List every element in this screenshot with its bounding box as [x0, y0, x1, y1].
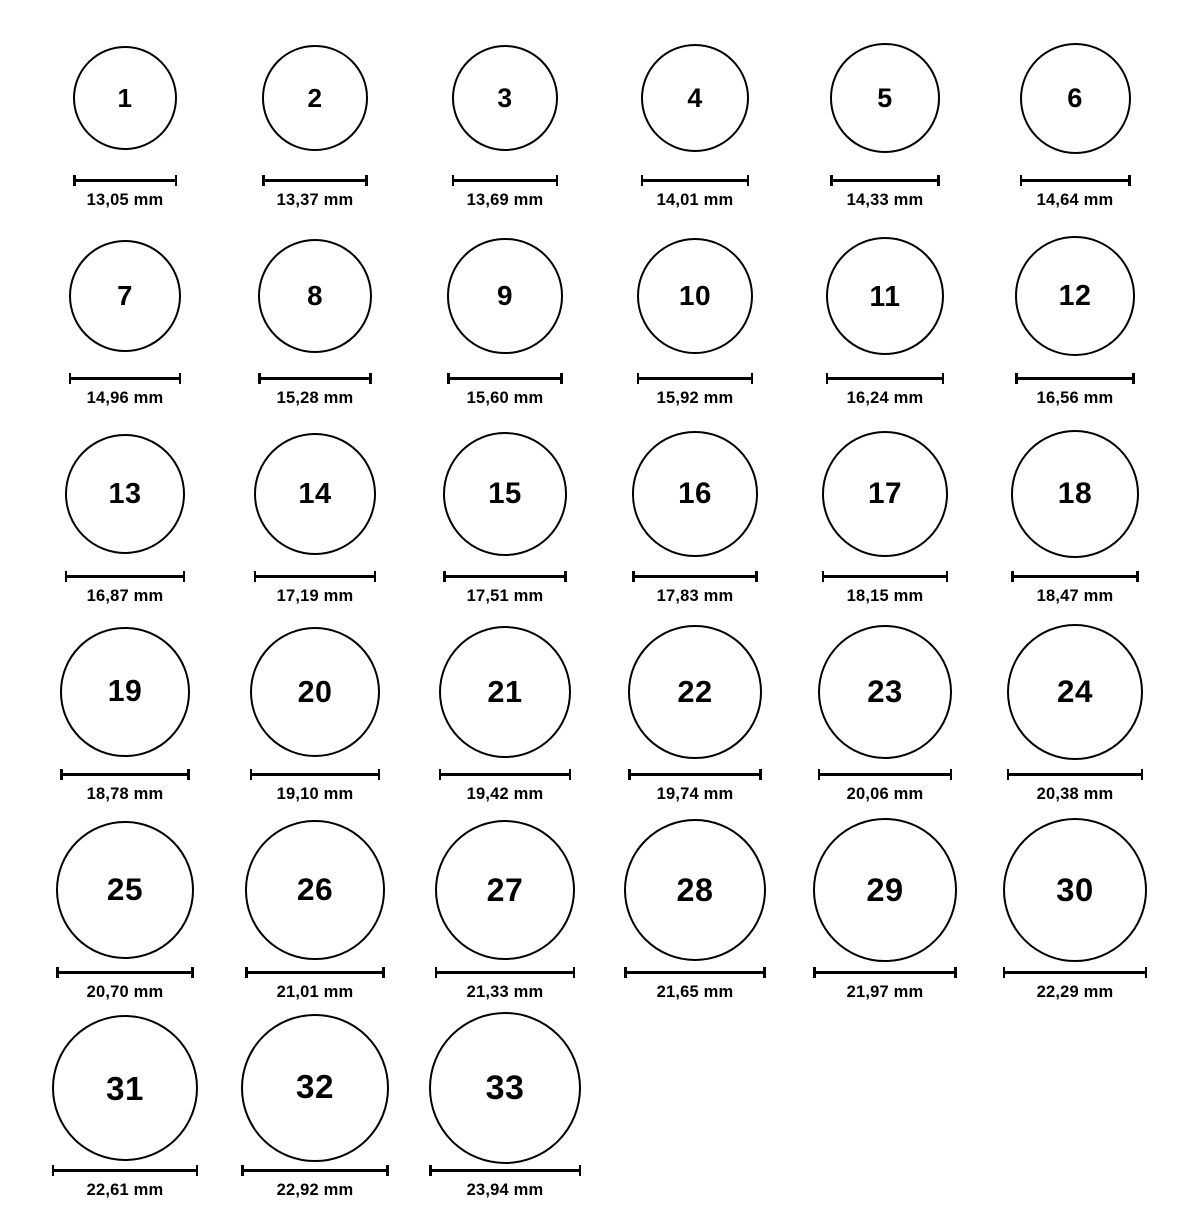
diameter-bar-line — [443, 575, 567, 578]
diameter-label: 17,51 mm — [466, 587, 544, 605]
ring-circle-wrap — [60, 616, 189, 768]
ring-size-number: 16 — [678, 477, 712, 511]
diameter-label: 18,78 mm — [86, 785, 164, 803]
diameter-label: 18,15 mm — [846, 587, 924, 605]
ring-size-grid — [10, 22, 1190, 1210]
ring-size-number: 14 — [298, 477, 332, 510]
ring-circle — [435, 820, 576, 961]
ring-circle — [641, 44, 749, 152]
diameter-bar — [624, 967, 766, 978]
diameter-bar-line — [813, 971, 956, 974]
diameter-bar-line — [1011, 575, 1139, 578]
ring-circle-wrap — [637, 220, 754, 372]
diameter-bar — [73, 175, 177, 186]
diameter-bar — [826, 373, 944, 384]
ring-circle — [628, 625, 762, 759]
ring-circle — [1007, 624, 1143, 760]
diameter-bar-line — [826, 377, 944, 380]
diameter-bar-line — [435, 971, 576, 974]
ring-size-cell — [410, 220, 600, 418]
diameter-measure — [452, 174, 559, 187]
ring-size-number: 24 — [1057, 674, 1093, 710]
ring-size-number: 22 — [677, 673, 713, 709]
ring-size-number: 6 — [1067, 82, 1083, 114]
ring-size-number: 4 — [687, 82, 703, 113]
diameter-measure — [250, 768, 381, 781]
ring-circle-wrap — [241, 1012, 389, 1164]
ring-size-cell — [30, 418, 220, 616]
diameter-bar — [443, 571, 567, 582]
diameter-measure — [830, 174, 940, 187]
ring-size-cell — [980, 22, 1170, 220]
diameter-measure — [637, 372, 754, 385]
diameter-measure — [822, 570, 949, 583]
ring-size-cell — [220, 220, 410, 418]
diameter-bar — [69, 373, 181, 384]
ring-circle-wrap — [254, 418, 376, 570]
diameter-measure — [60, 768, 189, 781]
ring-circle — [60, 627, 189, 756]
ring-size-cell — [600, 814, 790, 1012]
ring-size-cell — [220, 1012, 410, 1210]
diameter-measure — [435, 966, 576, 979]
diameter-bar — [435, 967, 576, 978]
diameter-label: 18,47 mm — [1036, 587, 1114, 605]
diameter-bar — [429, 1165, 581, 1176]
diameter-measure — [1003, 966, 1148, 979]
ring-size-cell — [790, 814, 980, 1012]
diameter-bar-line — [641, 179, 749, 182]
ring-size-number: 31 — [106, 1069, 144, 1107]
diameter-bar — [65, 571, 186, 582]
diameter-bar-line — [1007, 773, 1143, 776]
ring-circle — [254, 433, 376, 555]
diameter-bar-line — [1015, 377, 1135, 380]
ring-size-number: 11 — [869, 279, 901, 312]
diameter-bar — [813, 967, 956, 978]
diameter-measure — [1011, 570, 1139, 583]
ring-circle — [637, 238, 754, 355]
ring-circle — [52, 1015, 198, 1161]
ring-size-number: 13 — [108, 477, 142, 510]
diameter-label: 22,92 mm — [276, 1181, 354, 1199]
diameter-bar-line — [241, 1169, 389, 1172]
diameter-bar-line — [447, 377, 562, 380]
ring-circle — [69, 240, 181, 352]
ring-size-cell — [220, 616, 410, 814]
ring-circle-wrap — [429, 1012, 581, 1164]
diameter-label: 20,06 mm — [846, 785, 924, 803]
diameter-bar — [52, 1165, 198, 1176]
ring-size-number: 21 — [487, 673, 523, 709]
diameter-bar-line — [822, 575, 949, 578]
diameter-measure — [439, 768, 571, 781]
diameter-label: 15,28 mm — [276, 389, 354, 407]
diameter-bar-line — [254, 575, 376, 578]
ring-circle-wrap — [1007, 616, 1143, 768]
diameter-label: 14,01 mm — [656, 191, 734, 209]
ring-size-cell — [600, 220, 790, 418]
diameter-bar-line — [624, 971, 766, 974]
ring-size-number: 20 — [297, 674, 333, 709]
diameter-label: 16,24 mm — [846, 389, 924, 407]
diameter-label: 22,61 mm — [86, 1181, 164, 1199]
diameter-label: 19,42 mm — [466, 785, 544, 803]
diameter-bar — [1011, 571, 1139, 582]
ring-circle-wrap — [439, 616, 571, 768]
ring-circle — [241, 1014, 389, 1162]
diameter-measure — [628, 768, 762, 781]
diameter-measure — [73, 174, 177, 187]
diameter-measure — [1020, 174, 1131, 187]
ring-circle — [443, 432, 567, 556]
diameter-label: 23,94 mm — [466, 1181, 544, 1199]
ring-size-number: 33 — [485, 1069, 525, 1107]
ring-size-cell — [30, 220, 220, 418]
diameter-bar-line — [73, 179, 177, 182]
diameter-bar-line — [262, 179, 367, 182]
ring-circle — [262, 45, 367, 150]
ring-size-cell — [790, 616, 980, 814]
ring-size-number: 12 — [1058, 279, 1092, 312]
ring-size-number: 26 — [296, 871, 334, 908]
ring-size-cell — [600, 418, 790, 616]
diameter-measure — [443, 570, 567, 583]
ring-size-number: 25 — [106, 871, 144, 908]
ring-circle — [1011, 430, 1139, 558]
ring-circle-wrap — [628, 616, 762, 768]
diameter-bar — [245, 967, 384, 978]
ring-size-cell — [220, 22, 410, 220]
ring-size-number: 19 — [107, 674, 143, 708]
ring-circle — [632, 431, 757, 556]
diameter-bar — [262, 175, 367, 186]
ring-circle-wrap — [624, 814, 766, 966]
diameter-bar — [1020, 175, 1131, 186]
diameter-measure — [254, 570, 376, 583]
diameter-bar-line — [429, 1169, 581, 1172]
ring-circle-wrap — [822, 418, 949, 570]
ring-circle — [452, 45, 559, 152]
diameter-bar-line — [258, 377, 372, 380]
ring-circle-wrap — [818, 616, 953, 768]
diameter-label: 15,60 mm — [466, 389, 544, 407]
diameter-bar — [439, 769, 571, 780]
ring-size-cell — [600, 616, 790, 814]
ring-size-number: 27 — [486, 871, 524, 908]
diameter-label: 21,33 mm — [466, 983, 544, 1001]
ring-size-cell — [410, 1012, 600, 1210]
diameter-measure — [1007, 768, 1143, 781]
diameter-label: 19,10 mm — [276, 785, 354, 803]
diameter-measure — [65, 570, 186, 583]
diameter-measure — [826, 372, 944, 385]
diameter-measure — [818, 768, 953, 781]
ring-size-cell — [220, 418, 410, 616]
ring-circle — [813, 818, 956, 961]
ring-circle — [65, 434, 186, 555]
ring-circle — [826, 237, 944, 355]
diameter-bar — [1007, 769, 1143, 780]
diameter-bar-line — [452, 179, 559, 182]
diameter-label: 17,19 mm — [276, 587, 354, 605]
diameter-bar — [258, 373, 372, 384]
diameter-measure — [262, 174, 367, 187]
ring-size-number: 1 — [117, 83, 133, 113]
diameter-measure — [429, 1164, 581, 1177]
diameter-measure — [624, 966, 766, 979]
diameter-bar — [250, 769, 381, 780]
ring-circle — [250, 627, 381, 758]
ring-circle — [624, 819, 766, 961]
diameter-bar-line — [632, 575, 757, 578]
ring-circle — [1020, 43, 1131, 154]
ring-circle-wrap — [1020, 22, 1131, 174]
diameter-label: 17,83 mm — [656, 587, 734, 605]
diameter-measure — [245, 966, 384, 979]
ring-size-number: 15 — [488, 477, 522, 511]
ring-size-number: 32 — [295, 1069, 335, 1107]
diameter-bar — [241, 1165, 389, 1176]
ring-size-cell — [980, 616, 1170, 814]
diameter-label: 14,64 mm — [1036, 191, 1114, 209]
ring-size-cell — [980, 418, 1170, 616]
diameter-bar-line — [56, 971, 194, 974]
ring-size-cell — [790, 220, 980, 418]
ring-circle — [439, 626, 571, 758]
diameter-measure — [641, 174, 749, 187]
diameter-bar — [818, 769, 953, 780]
diameter-bar — [447, 373, 562, 384]
ring-circle-wrap — [447, 220, 562, 372]
diameter-bar-line — [439, 773, 571, 776]
diameter-bar — [641, 175, 749, 186]
diameter-measure — [813, 966, 956, 979]
ring-circle — [56, 821, 194, 959]
ring-circle — [73, 46, 177, 150]
diameter-label: 21,65 mm — [656, 983, 734, 1001]
ring-size-number: 5 — [877, 82, 893, 113]
ring-size-cell — [220, 814, 410, 1012]
diameter-bar — [830, 175, 940, 186]
ring-circle-wrap — [245, 814, 384, 966]
diameter-bar-line — [52, 1169, 198, 1172]
diameter-bar-line — [69, 377, 181, 380]
ring-circle-wrap — [826, 220, 944, 372]
ring-circle-wrap — [830, 22, 940, 174]
ring-circle-wrap — [65, 418, 186, 570]
ring-circle-wrap — [258, 220, 372, 372]
ring-size-number: 8 — [307, 280, 323, 312]
diameter-label: 20,70 mm — [86, 983, 164, 1001]
ring-circle-wrap — [1015, 220, 1135, 372]
ring-size-number: 23 — [867, 674, 903, 710]
ring-circle-wrap — [813, 814, 956, 966]
ring-size-cell — [30, 1012, 220, 1210]
diameter-measure — [447, 372, 562, 385]
ring-size-cell — [410, 616, 600, 814]
ring-size-cell — [30, 814, 220, 1012]
ring-size-number: 30 — [1056, 870, 1094, 908]
ring-circle — [245, 820, 384, 959]
ring-size-cell — [30, 22, 220, 220]
diameter-label: 13,37 mm — [276, 191, 354, 209]
diameter-bar — [822, 571, 949, 582]
diameter-bar-line — [245, 971, 384, 974]
diameter-bar — [637, 373, 754, 384]
ring-size-number: 3 — [497, 82, 513, 113]
ring-circle — [1015, 236, 1135, 356]
diameter-bar — [628, 769, 762, 780]
diameter-bar — [254, 571, 376, 582]
ring-circle — [1003, 818, 1148, 963]
ring-circle — [429, 1012, 581, 1164]
ring-size-cell — [980, 814, 1170, 1012]
ring-size-cell — [980, 220, 1170, 418]
diameter-bar — [56, 967, 194, 978]
diameter-label: 13,05 mm — [86, 191, 164, 209]
diameter-label: 19,74 mm — [656, 785, 734, 803]
ring-size-number: 17 — [867, 477, 903, 511]
diameter-label: 14,96 mm — [86, 389, 164, 407]
ring-size-number: 18 — [1057, 476, 1093, 510]
ring-circle-wrap — [69, 220, 181, 372]
ring-size-cell — [30, 616, 220, 814]
diameter-bar — [60, 769, 189, 780]
diameter-bar-line — [1003, 971, 1148, 974]
diameter-bar — [452, 175, 559, 186]
ring-circle-wrap — [1011, 418, 1139, 570]
ring-circle-wrap — [56, 814, 194, 966]
ring-size-number: 7 — [117, 280, 133, 312]
ring-size-cell — [600, 22, 790, 220]
diameter-label: 16,87 mm — [86, 587, 164, 605]
diameter-label: 16,56 mm — [1036, 389, 1114, 407]
ring-circle-wrap — [52, 1012, 198, 1164]
diameter-bar-line — [818, 773, 953, 776]
diameter-label: 21,01 mm — [276, 983, 354, 1001]
diameter-label: 20,38 mm — [1036, 785, 1114, 803]
diameter-label: 13,69 mm — [466, 191, 544, 209]
diameter-bar-line — [1020, 179, 1131, 182]
diameter-bar — [632, 571, 757, 582]
diameter-label: 22,29 mm — [1036, 983, 1114, 1001]
ring-size-number: 29 — [866, 870, 904, 908]
ring-circle-wrap — [641, 22, 749, 174]
diameter-bar-line — [60, 773, 189, 776]
ring-size-cell — [410, 418, 600, 616]
ring-circle — [258, 239, 372, 353]
diameter-bar-line — [250, 773, 381, 776]
ring-circle-wrap — [632, 418, 757, 570]
ring-size-cell — [790, 418, 980, 616]
diameter-label: 15,92 mm — [656, 389, 734, 407]
ring-circle-wrap — [250, 616, 381, 768]
ring-size-cell — [410, 22, 600, 220]
diameter-bar-line — [830, 179, 940, 182]
ring-circle-wrap — [1003, 814, 1148, 966]
diameter-measure — [632, 570, 757, 583]
diameter-measure — [241, 1164, 389, 1177]
ring-circle — [822, 431, 949, 558]
ring-circle-wrap — [452, 22, 559, 174]
ring-circle-wrap — [435, 814, 576, 966]
ring-circle — [830, 43, 940, 153]
diameter-bar — [1003, 967, 1148, 978]
ring-circle-wrap — [262, 22, 367, 174]
ring-circle-wrap — [73, 22, 177, 174]
diameter-label: 21,97 mm — [846, 983, 924, 1001]
diameter-measure — [52, 1164, 198, 1177]
diameter-bar — [1015, 373, 1135, 384]
ring-size-number: 9 — [496, 280, 513, 312]
ring-circle — [447, 238, 562, 353]
diameter-bar-line — [65, 575, 186, 578]
ring-size-number: 2 — [307, 82, 323, 113]
diameter-label: 14,33 mm — [846, 191, 924, 209]
diameter-measure — [69, 372, 181, 385]
diameter-measure — [56, 966, 194, 979]
ring-size-number: 10 — [678, 279, 712, 311]
ring-circle-wrap — [443, 418, 567, 570]
ring-size-number: 28 — [676, 871, 714, 908]
diameter-bar-line — [628, 773, 762, 776]
ring-size-cell — [790, 22, 980, 220]
diameter-bar-line — [637, 377, 754, 380]
diameter-measure — [258, 372, 372, 385]
diameter-measure — [1015, 372, 1135, 385]
ring-circle — [818, 625, 953, 760]
ring-size-cell — [410, 814, 600, 1012]
